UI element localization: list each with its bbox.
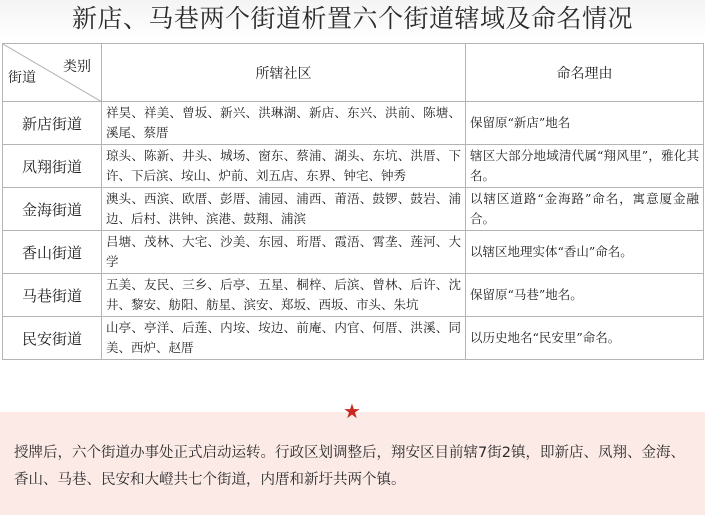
table-header-row [3, 44, 704, 102]
page-title: 新店、马巷两个街道析置六个街道辖域及命名情况 [71, 4, 633, 33]
communities-cell: 澳头、西滨、欧厝、彭厝、浦园、浦西、莆浯、鼓锣、鼓岩、浦边、后村、洪钟、滨港、鼓翔、浦滨 [102, 188, 466, 231]
table-row [3, 188, 704, 231]
street-name-cell: 民安街道 [3, 317, 102, 360]
table-row [3, 231, 704, 274]
notice-text: 授牌后，六个街道办事处正式启动运转。行政区划调整后，翔安区目前辖7街2镇，即新店、凤翔、金海、香山、马巷、民安和大嶝共七个街道，内厝和新圩共两个镇。 [14, 445, 685, 488]
reason-cell: 以辖区地理实体“香山”命名。 [466, 231, 704, 274]
communities-cell: 五美、友民、三乡、后亭、五星、桐梓、后滨、曾林、后许、沈井、黎安、舫阳、舫星、滨安、郑坂、西坂、市头、朱坑 [102, 274, 466, 317]
header-category-label: 类别 [63, 59, 91, 75]
reason-cell: 保留原“马巷”地名。 [466, 274, 704, 317]
street-name-cell: 马巷街道 [3, 274, 102, 317]
table-row [3, 274, 704, 317]
reason-cell: 辖区大部分地域清代属“翔风里”，雅化其名。 [466, 145, 704, 188]
communities-cell: 琼头、陈新、井头、城场、窗东、蔡浦、湖头、东坑、洪厝、下许、下后滨、垵山、炉前、刘五店、东界、钟宅、钟秀 [102, 145, 466, 188]
naming-table [2, 43, 704, 360]
table-row [3, 317, 704, 360]
table-row [3, 102, 704, 145]
communities-cell: 吕塘、茂林、大宅、沙美、东园、珩厝、霞浯、霄垄、莲河、大学 [102, 231, 466, 274]
reason-cell: 保留原“新店”地名 [466, 102, 704, 145]
header-communities: 所辖社区 [102, 44, 466, 102]
communities-cell: 祥昊、祥美、曾坂、新兴、洪琳湖、新店、东兴、洪前、陈塘、溪尾、蔡厝 [102, 102, 466, 145]
table-row [3, 145, 704, 188]
star-icon: ★ [343, 399, 361, 423]
street-name-cell: 香山街道 [3, 231, 102, 274]
reason-cell: 以辖区道路“金海路”命名，寓意厦金融合。 [466, 188, 704, 231]
street-name-cell: 凤翔街道 [3, 145, 102, 188]
communities-cell: 山亭、亭洋、后莲、内垵、垵边、前庵、内官、何厝、洪溪、同美、西炉、赵厝 [102, 317, 466, 360]
reason-cell: 以历史地名“民安里”命名。 [466, 317, 704, 360]
street-name-cell: 新店街道 [3, 102, 102, 145]
header-corner-cell [3, 44, 102, 102]
header-street-label: 街道 [8, 70, 36, 86]
street-name-cell: 金海街道 [3, 188, 102, 231]
header-reason: 命名理由 [466, 44, 704, 102]
